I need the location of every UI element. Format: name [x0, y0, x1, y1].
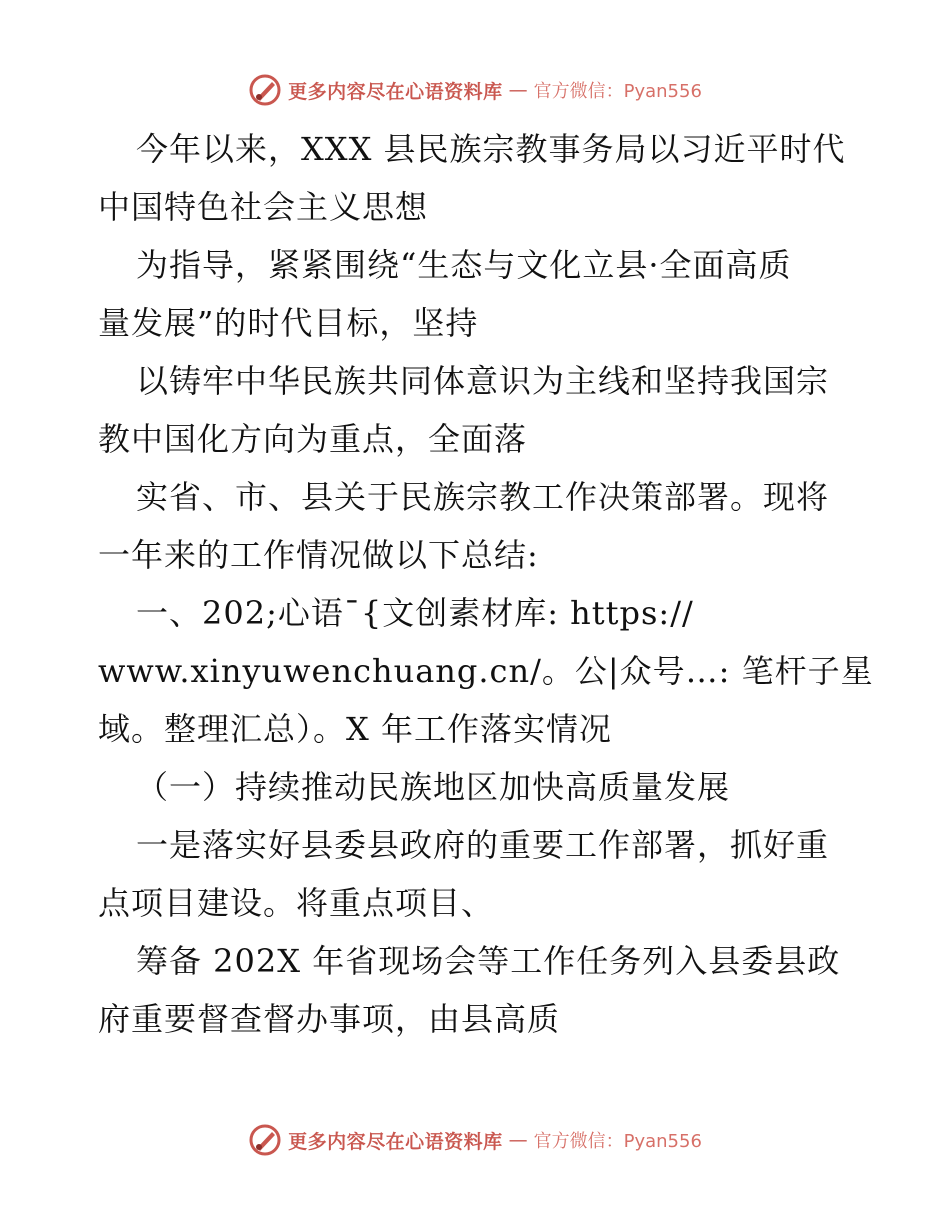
banner-wechat-text: 官方微信：Pyan556 [533, 81, 702, 102]
text-line: 一是落实好县委县政府的重要工作部署，抓好重 [136, 826, 830, 864]
text-line: 域。整理汇总）。X 年工作落实情况 [98, 710, 612, 748]
text-line: 以铸牢中华民族共同体意识为主线和坚持我国宗 [136, 362, 830, 400]
banner-dash: — [508, 1129, 528, 1151]
text-line: 一、202;心语¯{文创素材库: https:// [136, 594, 694, 632]
banner-site-text: 更多内容尽在心语资料库 [288, 1130, 503, 1153]
banner-dash: — [508, 79, 528, 101]
text-line: 今年以来，XXX 县民族宗教事务局以习近平时代 [136, 130, 846, 168]
text-line: 量发展”的时代目标，坚持 [98, 304, 479, 342]
text-line: 一年来的工作情况做以下总结: [98, 536, 539, 574]
text-line: 筹备 202X 年省现场会等工作任务列入县委县政 [136, 942, 841, 980]
text-line: www.xinyuwenchuang.cn/。公|众号…: 笔杆子星 [98, 652, 874, 690]
text-line: 为指导，紧紧围绕“生态与文化立县·全面高质 [136, 246, 792, 284]
header-banner [0, 70, 950, 110]
brush-logo-icon [248, 1123, 282, 1157]
text-line: 实省、市、县关于民族宗教工作决策部署。现将 [136, 478, 830, 516]
text-line: 中国特色社会主义思想 [98, 188, 429, 226]
text-line: 府重要督查督办事项，由县高质 [98, 1000, 561, 1038]
banner-wechat-text: 官方微信：Pyan556 [533, 1131, 702, 1152]
footer-banner [0, 1120, 950, 1160]
brush-logo-icon [248, 73, 282, 107]
banner-site-text: 更多内容尽在心语资料库 [288, 80, 503, 103]
document-body [98, 120, 874, 1048]
text-line: 点项目建设。将重点项目、 [98, 884, 495, 922]
text-line: 教中国化方向为重点，全面落 [98, 420, 528, 458]
text-line: （一）持续推动民族地区加快高质量发展 [136, 768, 731, 806]
